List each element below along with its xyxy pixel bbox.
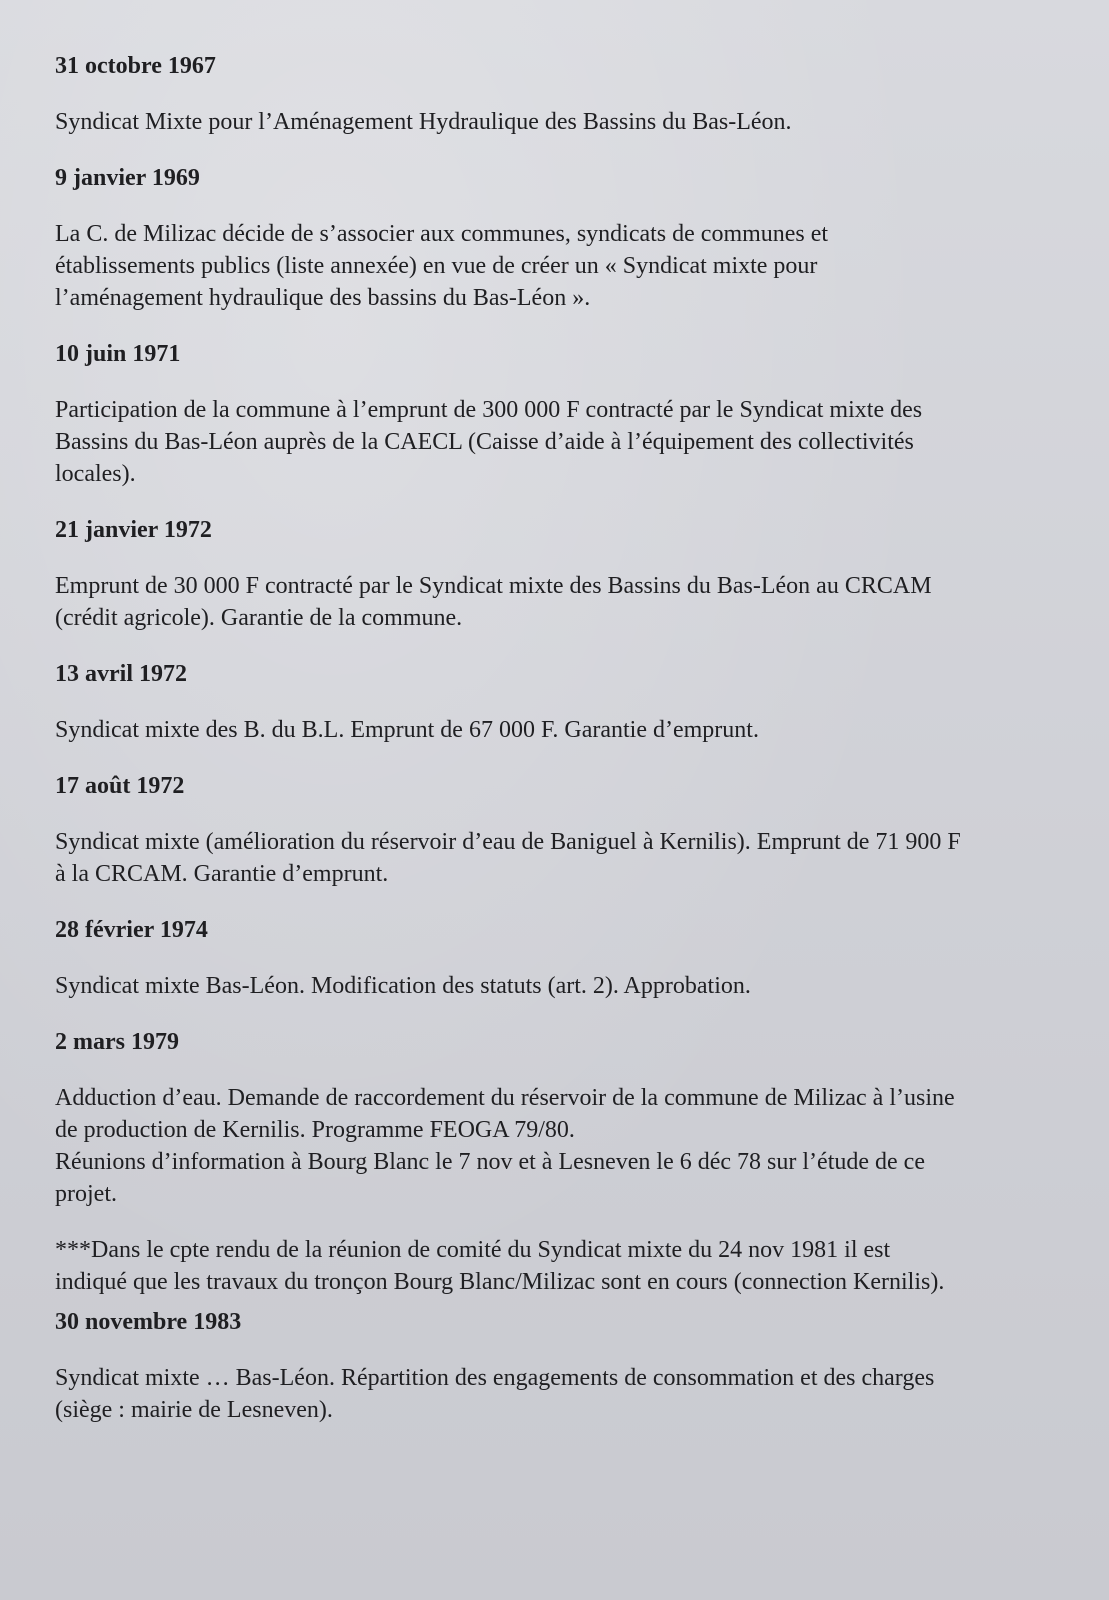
entry-text: Syndicat mixte des B. du B.L. Emprunt de 67 000 F. Garantie d’emprunt. <box>55 717 759 743</box>
entry-1967-10-31 <box>55 50 1069 138</box>
entry-date: 17 août 1972 <box>55 773 185 799</box>
entry-text: La C. de Milizac décide de s’associer aux communes, syndicats de communes et établissements publics (liste annexée) en vue de créer un « Syndicat mixte pour l’aménagement hydraulique des bassins du Bas-Léon ». <box>55 221 829 311</box>
entry-date: 13 avril 1972 <box>55 661 187 687</box>
entry-text: Syndicat Mixte pour l’Aménagement Hydraulique des Bassins du Bas-Léon. <box>55 109 792 135</box>
entry-1972-04-13 <box>55 658 1069 746</box>
entry-1983-11-30 <box>55 1306 1069 1426</box>
entry-text: Syndicat mixte … Bas-Léon. Répartition des engagements de consommation et des charges (siège : mairie de Lesneven). <box>55 1365 935 1423</box>
entry-1979-03-02 <box>55 1026 1069 1298</box>
entry-date: 21 janvier 1972 <box>55 517 212 543</box>
entry-1971-06-10 <box>55 338 1069 490</box>
entry-1974-02-28 <box>55 914 1069 1002</box>
entry-text: Participation de la commune à l’emprunt de 300 000 F contracté par le Syndicat mixte des Bassins du Bas-Léon auprès de la CAECL (Caisse d’aide à l’équipement des collectivités locales). <box>55 397 923 487</box>
entry-date: 31 octobre 1967 <box>55 53 216 79</box>
entry-1969-01-09 <box>55 162 1069 314</box>
entry-text: Syndicat mixte Bas-Léon. Modification des statuts (art. 2). Approbation. <box>55 973 751 999</box>
entry-date: 10 juin 1971 <box>55 341 181 367</box>
entry-date: 28 février 1974 <box>55 917 208 943</box>
entry-date: 2 mars 1979 <box>55 1029 179 1055</box>
entry-text: Syndicat mixte (amélioration du réservoir d’eau de Baniguel à Kernilis). Emprunt de 71 900 F à la CRCAM. Garantie d’emprunt. <box>55 829 961 887</box>
entry-text: Adduction d’eau. Demande de raccordement du réservoir de la commune de Milizac à l’usine de production de Kernilis. Programme FEOGA 79/80. Réunions d’information à Bourg Blanc le 7 nov et à Lesneven le 6 déc 78 sur l’étude de ce projet. <box>55 1085 955 1207</box>
entry-date: 9 janvier 1969 <box>55 165 200 191</box>
entry-note: ***Dans le cpte rendu de la réunion de comité du Syndicat mixte du 24 nov 1981 il est indiqué que les travaux du tronçon Bourg Blanc/Milizac sont en cours (connection Kernilis). <box>55 1237 945 1295</box>
entry-1972-08-17 <box>55 770 1069 890</box>
entry-1972-01-21 <box>55 514 1069 634</box>
entry-text: Emprunt de 30 000 F contracté par le Syndicat mixte des Bassins du Bas-Léon au CRCAM (crédit agricole). Garantie de la commune. <box>55 573 932 631</box>
entry-date: 30 novembre 1983 <box>55 1309 242 1335</box>
